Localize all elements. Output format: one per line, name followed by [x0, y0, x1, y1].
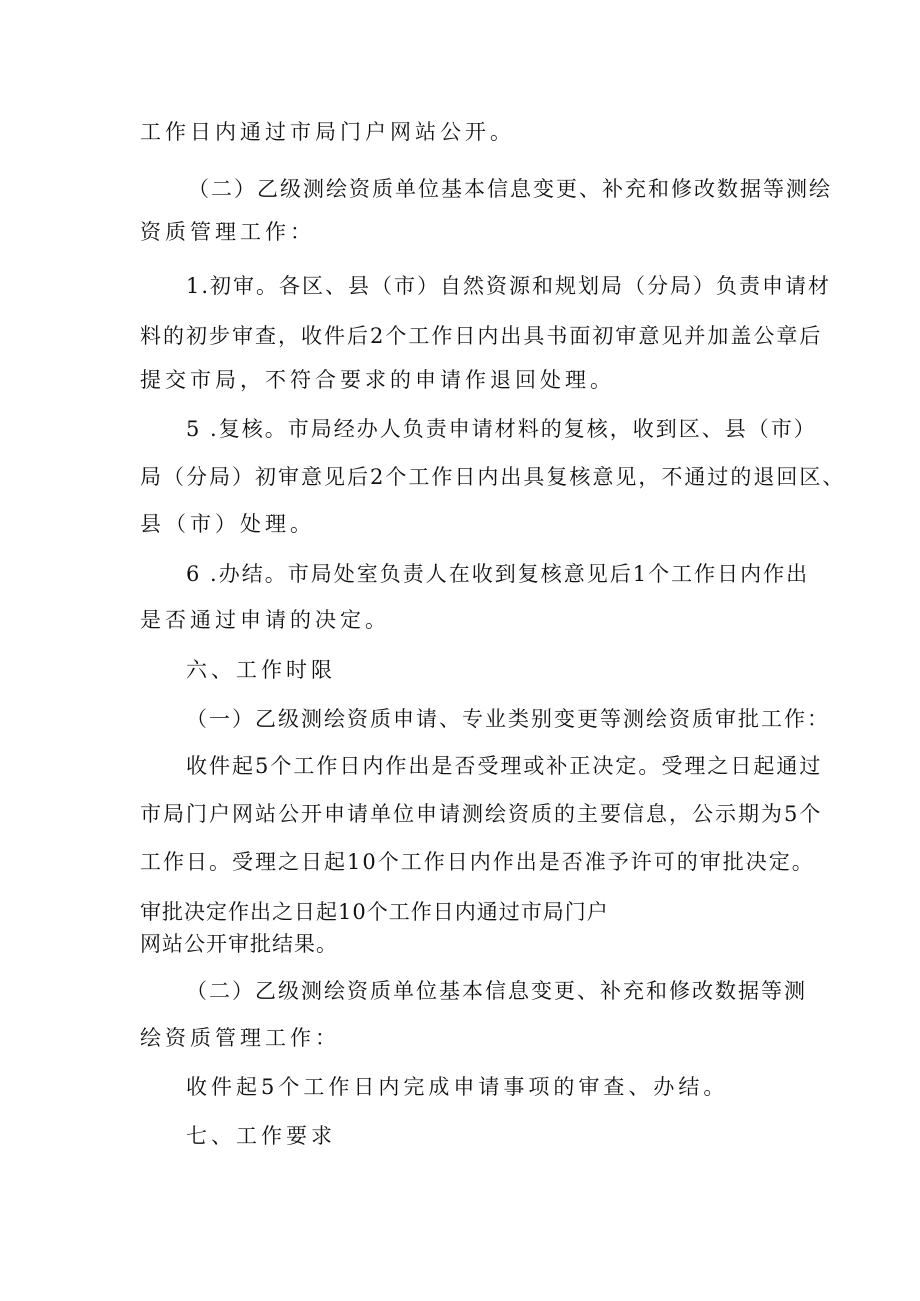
paragraph-line: 审批决定作出之日起10个工作日内通过市局门户 — [140, 900, 609, 924]
paragraph-line: 局（分局）初审意见后2个工作日内出具复核意见，不通过的退回区、 — [140, 465, 846, 489]
paragraph-line: 县（市）处理。 — [140, 512, 315, 536]
paragraph-line: 收件起5个工作日内作出是否受理或补正决定。受理之日起通过 — [186, 754, 823, 778]
paragraph-line: 6 .办结。市局处室负责人在收到复核意见后1个工作日内作出 — [186, 562, 810, 586]
paragraph-line: 工作日内通过市局门户网站公开。 — [140, 120, 515, 144]
paragraph-line: 是否通过申请的决定。 — [140, 608, 390, 632]
paragraph-line: 料的初步审查，收件后2个工作日内出具书面初审意见并加盖公章后 — [140, 324, 823, 348]
paragraph-line: 5 .复核。市局经办人负责申请材料的复核，收到区、县（市） — [186, 417, 817, 441]
section-heading-line: 绘资质管理工作： — [140, 1026, 340, 1050]
section-heading-line: （二）乙级测绘资质单位基本信息变更、补充和修改数据等测绘 — [188, 177, 832, 201]
section-heading: 六、工作时限 — [186, 658, 336, 682]
section-heading: 七、工作要求 — [186, 1124, 336, 1148]
paragraph-line: 工作日。受理之日起10个工作日内作出是否准予许可的审批决定。 — [140, 850, 815, 874]
paragraph-line: 1.初审。各区、县（市）自然资源和规划局（分局）负责申请材 — [186, 274, 832, 298]
paragraph-line: 网站公开审批结果。 — [140, 932, 338, 956]
paragraph-line: 收件起5个工作日内完成申请事项的审查、办结。 — [186, 1075, 729, 1099]
section-heading-line: （一）乙级测绘资质申请、专业类别变更等测绘资质审批工作： — [186, 707, 830, 731]
section-heading-line: （二）乙级测绘资质单位基本信息变更、补充和修改数据等测 — [186, 979, 807, 1003]
paragraph-line: 提交市局，不符合要求的申请作退回处理。 — [140, 368, 615, 392]
section-heading-line: 资质管理工作： — [140, 220, 315, 244]
paragraph-line: 市局门户网站公开申请单位申请测绘资质的主要信息，公示期为5个 — [140, 802, 823, 826]
